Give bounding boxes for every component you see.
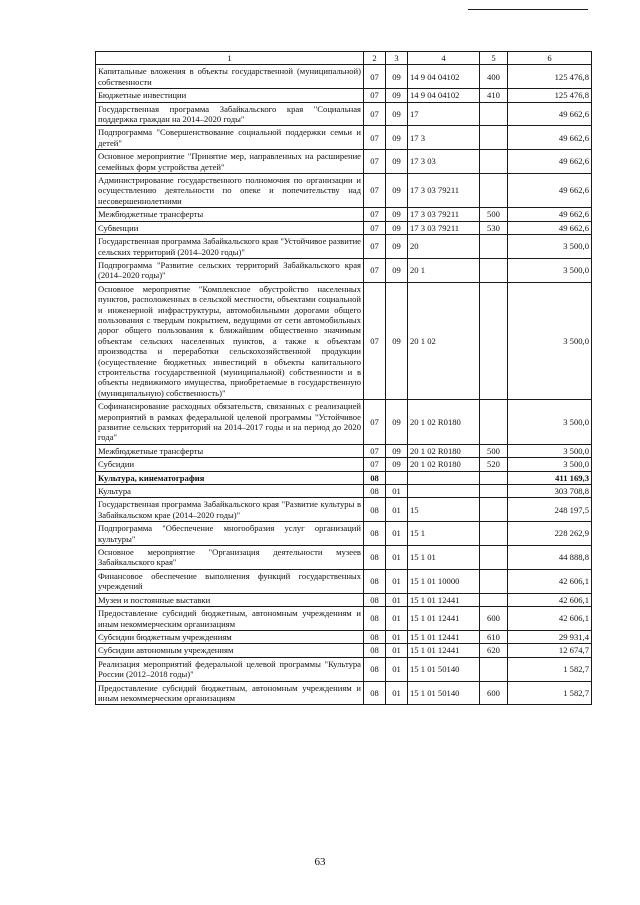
amount-cell: 49 662,6 (508, 221, 592, 234)
section-code-cell: 07 (364, 208, 386, 221)
amount-cell: 1 582,7 (508, 657, 592, 681)
expense-type-cell (480, 593, 508, 606)
section-code-cell: 08 (364, 522, 386, 546)
section-code-cell: 07 (364, 235, 386, 259)
subsection-code-cell: 01 (386, 485, 408, 498)
row-name-cell: Бюджетные инвестиции (96, 89, 364, 102)
budget-table-body (96, 52, 592, 705)
row-name-cell: Основное мероприятие "Организация деятельности музеев Забайкальского края" (96, 546, 364, 570)
table-row (96, 221, 592, 234)
row-name-cell: Подпрограмма "Развитие сельских территорий Забайкальского края (2014–2020 годы)" (96, 258, 364, 282)
row-name-cell: Подпрограмма "Обеспечение многообразия услуг организаций культуры" (96, 522, 364, 546)
header-cell: 2 (364, 52, 386, 65)
table-row (96, 444, 592, 457)
amount-cell: 125 476,8 (508, 65, 592, 89)
section-code-cell: 08 (364, 657, 386, 681)
table-row (96, 282, 592, 399)
section-code-cell: 08 (364, 607, 386, 631)
row-name-cell: Финансовое обеспечение выполнения функций государственных учреждений (96, 569, 364, 593)
amount-cell: 3 500,0 (508, 235, 592, 259)
target-article-cell: 15 1 01 12441 (408, 630, 480, 643)
table-row (96, 607, 592, 631)
row-name-cell: Субвенции (96, 221, 364, 234)
table-row (96, 174, 592, 208)
expense-type-cell: 400 (480, 65, 508, 89)
subsection-code-cell: 01 (386, 546, 408, 570)
row-name-cell: Капитальные вложения в объекты государственной (муниципальной) собственности (96, 65, 364, 89)
section-code-cell: 08 (364, 681, 386, 705)
amount-cell: 3 500,0 (508, 282, 592, 399)
header-row (96, 52, 592, 65)
section-code-cell: 07 (364, 65, 386, 89)
table-row (96, 400, 592, 445)
table-row (96, 657, 592, 681)
subsection-code-cell (386, 471, 408, 484)
expense-type-cell: 500 (480, 208, 508, 221)
expense-type-cell (480, 471, 508, 484)
table-row (96, 126, 592, 150)
table-row (96, 150, 592, 174)
header-cell: 4 (408, 52, 480, 65)
table-row (96, 458, 592, 471)
section-code-cell: 07 (364, 444, 386, 457)
target-article-cell: 20 (408, 235, 480, 259)
expense-type-cell: 620 (480, 644, 508, 657)
subsection-code-cell: 09 (386, 400, 408, 445)
row-name-cell: Межбюджетные трансферты (96, 208, 364, 221)
table-row (96, 89, 592, 102)
target-article-cell: 17 3 03 (408, 150, 480, 174)
target-article-cell (408, 485, 480, 498)
subsection-code-cell: 01 (386, 593, 408, 606)
expense-type-cell (480, 400, 508, 445)
amount-cell: 125 476,8 (508, 89, 592, 102)
table-row (96, 644, 592, 657)
section-code-cell: 08 (364, 546, 386, 570)
table-row (96, 208, 592, 221)
table-row (96, 569, 592, 593)
subsection-code-cell: 09 (386, 102, 408, 126)
section-code-cell: 08 (364, 569, 386, 593)
table-row (96, 258, 592, 282)
subsection-code-cell: 09 (386, 258, 408, 282)
target-article-cell: 15 1 01 10000 (408, 569, 480, 593)
table-row (96, 65, 592, 89)
row-name-cell: Субсидии автономным учреждениям (96, 644, 364, 657)
section-code-cell: 08 (364, 644, 386, 657)
subsection-code-cell: 09 (386, 126, 408, 150)
amount-cell: 228 262,9 (508, 522, 592, 546)
row-name-cell: Реализация мероприятий федеральной целевой программы "Культура России (2012–2018 годы)" (96, 657, 364, 681)
expense-type-cell (480, 522, 508, 546)
row-name-cell: Субсидии (96, 458, 364, 471)
section-code-cell: 08 (364, 630, 386, 643)
row-name-cell: Культура, кинематография (96, 471, 364, 484)
section-code-cell: 07 (364, 150, 386, 174)
table-row (96, 546, 592, 570)
subsection-code-cell: 09 (386, 150, 408, 174)
table-row (96, 593, 592, 606)
expense-type-cell (480, 174, 508, 208)
amount-cell: 3 500,0 (508, 444, 592, 457)
section-code-cell: 07 (364, 400, 386, 445)
target-article-cell: 15 1 (408, 522, 480, 546)
target-article-cell: 20 1 02 (408, 282, 480, 399)
expense-type-cell (480, 258, 508, 282)
table-row (96, 522, 592, 546)
expense-type-cell (480, 569, 508, 593)
amount-cell: 42 606,1 (508, 607, 592, 631)
target-article-cell: 17 3 03 79211 (408, 174, 480, 208)
target-article-cell: 20 1 02 R0180 (408, 444, 480, 457)
target-article-cell: 14 9 04 04102 (408, 65, 480, 89)
target-article-cell: 15 1 01 12441 (408, 607, 480, 631)
subsection-code-cell: 01 (386, 630, 408, 643)
section-code-cell: 07 (364, 102, 386, 126)
table-row (96, 235, 592, 259)
expense-type-cell (480, 282, 508, 399)
row-name-cell: Софинансирование расходных обязательств, связанных с реализацией мероприятий в рамках федеральной целевой программы "Устойчивое развитие сельских территорий на 2014–2017 годы и на период до 2020 года" (96, 400, 364, 445)
subsection-code-cell: 09 (386, 235, 408, 259)
subsection-code-cell: 09 (386, 65, 408, 89)
row-name-cell: Предоставление субсидий бюджетным, автономным учреждениям и иным некоммерческим организациям (96, 681, 364, 705)
subsection-code-cell: 01 (386, 522, 408, 546)
subsection-code-cell: 09 (386, 221, 408, 234)
row-name-cell: Музеи и постоянные выставки (96, 593, 364, 606)
section-code-cell: 08 (364, 593, 386, 606)
amount-cell: 49 662,6 (508, 102, 592, 126)
subsection-code-cell: 09 (386, 444, 408, 457)
target-article-cell: 15 1 01 50140 (408, 657, 480, 681)
row-name-cell: Государственная программа Забайкальского края "Развитие культуры в Забайкальском крае (2014–2020 годы)" (96, 498, 364, 522)
section-code-cell: 08 (364, 471, 386, 484)
subsection-code-cell: 09 (386, 208, 408, 221)
expense-type-cell: 410 (480, 89, 508, 102)
expense-type-cell (480, 657, 508, 681)
subsection-code-cell: 01 (386, 607, 408, 631)
expense-type-cell (480, 498, 508, 522)
target-article-cell: 15 1 01 50140 (408, 681, 480, 705)
target-article-cell: 15 1 01 12441 (408, 644, 480, 657)
subsection-code-cell: 09 (386, 458, 408, 471)
subsection-code-cell: 09 (386, 282, 408, 399)
amount-cell: 49 662,6 (508, 150, 592, 174)
target-article-cell: 17 3 03 79211 (408, 221, 480, 234)
amount-cell: 3 500,0 (508, 458, 592, 471)
target-article-cell (408, 471, 480, 484)
subsection-code-cell: 01 (386, 498, 408, 522)
target-article-cell: 17 (408, 102, 480, 126)
expense-type-cell: 610 (480, 630, 508, 643)
expense-type-cell: 500 (480, 444, 508, 457)
amount-cell: 42 606,1 (508, 569, 592, 593)
header-cell: 3 (386, 52, 408, 65)
section-code-cell: 07 (364, 174, 386, 208)
target-article-cell: 20 1 (408, 258, 480, 282)
table-row (96, 485, 592, 498)
expense-type-cell: 600 (480, 681, 508, 705)
page-number: 63 (314, 856, 326, 868)
amount-cell: 29 931,4 (508, 630, 592, 643)
table-row (96, 630, 592, 643)
section-code-cell: 07 (364, 282, 386, 399)
section-code-cell: 07 (364, 258, 386, 282)
row-name-cell: Субсидии бюджетным учреждениям (96, 630, 364, 643)
row-name-cell: Межбюджетные трансферты (96, 444, 364, 457)
budget-table (95, 51, 592, 705)
header-cell: 5 (480, 52, 508, 65)
row-name-cell: Предоставление субсидий бюджетным, автономным учреждениям и иным некоммерческим организациям (96, 607, 364, 631)
amount-cell: 248 197,5 (508, 498, 592, 522)
section-code-cell: 07 (364, 458, 386, 471)
expense-type-cell (480, 235, 508, 259)
expense-type-cell: 530 (480, 221, 508, 234)
row-name-cell: Государственная программа Забайкальского края "Социальная поддержка граждан на 2014–2020 годы" (96, 102, 364, 126)
amount-cell: 1 582,7 (508, 681, 592, 705)
header-cell: 1 (96, 52, 364, 65)
target-article-cell: 20 1 02 R0180 (408, 458, 480, 471)
section-code-cell: 07 (364, 126, 386, 150)
section-code-cell: 08 (364, 485, 386, 498)
expense-type-cell (480, 102, 508, 126)
expense-type-cell: 520 (480, 458, 508, 471)
subsection-code-cell: 01 (386, 681, 408, 705)
target-article-cell: 20 1 02 R0180 (408, 400, 480, 445)
amount-cell: 42 606,1 (508, 593, 592, 606)
subsection-code-cell: 09 (386, 89, 408, 102)
top-rule (468, 9, 588, 10)
amount-cell: 49 662,6 (508, 126, 592, 150)
section-code-cell: 07 (364, 221, 386, 234)
amount-cell: 12 674,7 (508, 644, 592, 657)
amount-cell: 411 169,3 (508, 471, 592, 484)
expense-type-cell (480, 150, 508, 174)
expense-type-cell (480, 126, 508, 150)
subsection-code-cell: 09 (386, 174, 408, 208)
target-article-cell: 14 9 04 04102 (408, 89, 480, 102)
table-row (96, 102, 592, 126)
table-row (96, 471, 592, 484)
row-name-cell: Подпрограмма "Совершенствование социальной поддержки семьи и детей" (96, 126, 364, 150)
row-name-cell: Основное мероприятие "Принятие мер, направленных на расширение семейных форм устройства детей" (96, 150, 364, 174)
table-row (96, 498, 592, 522)
row-name-cell: Администрирование государственного полномочия по организации и осуществлению деятельности по опеке и попечительству над несовершеннолетними (96, 174, 364, 208)
expense-type-cell (480, 485, 508, 498)
target-article-cell: 15 1 01 12441 (408, 593, 480, 606)
amount-cell: 3 500,0 (508, 258, 592, 282)
amount-cell: 49 662,6 (508, 174, 592, 208)
row-name-cell: Культура (96, 485, 364, 498)
target-article-cell: 15 (408, 498, 480, 522)
amount-cell: 44 888,8 (508, 546, 592, 570)
subsection-code-cell: 01 (386, 644, 408, 657)
amount-cell: 49 662,6 (508, 208, 592, 221)
target-article-cell: 17 3 03 79211 (408, 208, 480, 221)
target-article-cell: 15 1 01 (408, 546, 480, 570)
row-name-cell: Государственная программа Забайкальского края "Устойчивое развитие сельских территорий (2014–2020 годы)" (96, 235, 364, 259)
expense-type-cell (480, 546, 508, 570)
section-code-cell: 07 (364, 89, 386, 102)
section-code-cell: 08 (364, 498, 386, 522)
table-row (96, 681, 592, 705)
target-article-cell: 17 3 (408, 126, 480, 150)
subsection-code-cell: 01 (386, 657, 408, 681)
expense-type-cell: 600 (480, 607, 508, 631)
amount-cell: 303 708,8 (508, 485, 592, 498)
header-cell: 6 (508, 52, 592, 65)
row-name-cell: Основное мероприятие "Комплексное обустройство населенных пунктов, расположенных в сельской местности, объектами социальной и инженерной инфраструктуры, автомобильными дорогами общего пользования с твердым покрытием, ведущими от сети автомобильных дорог общего пользования к ближайшим общественно значимым объектам сельских населенных пунктов, а также к объектам производства и переработки сельскохозяйственной продукции (осуществление бюджетных инвестиций в объекты капитального строительства государственной (муниципальной) собственности и в объекты недвижимого имущества, приобретаемые в государственную (муниципальную) собственность)" (96, 282, 364, 399)
subsection-code-cell: 01 (386, 569, 408, 593)
amount-cell: 3 500,0 (508, 400, 592, 445)
